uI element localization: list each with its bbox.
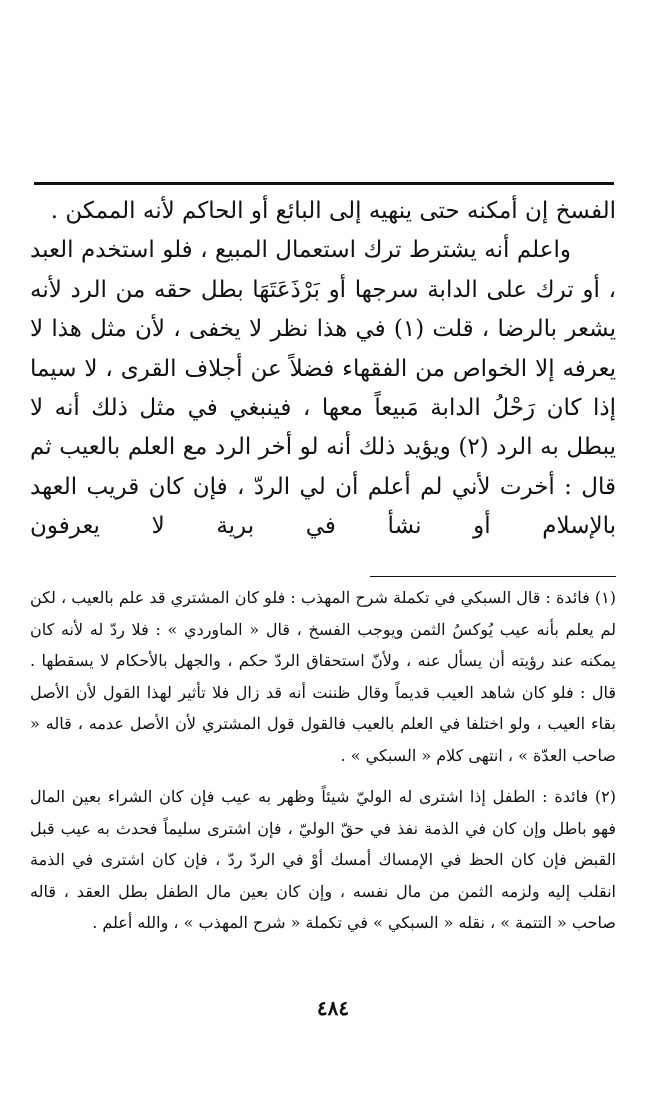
page-number: ٤٨٤ [316,996,350,1020]
header-rule [34,182,614,185]
main-text [30,192,616,547]
footnote-1: (١) فائدة : قال السبكي في تكملة شرح المهذب : فلو كان المشتري قد علم بالعيب ، لكن لم يعلم بأنه عيب يُوكسُ الثمن ويوجب الفسخ ، قال « الماوردي » : فلا ردّ له لأنه كان يمكنه عند رؤيته أن يسأل عنه ، ولأنّ استحقاق الردّ حكم ، والجهل بالأحكام لا يسقطها . قال : فلو كان شاهد العيب قديماً وقال ظننت أنه قد زال فلا تأثير لهذا القول لأن الأصل بقاء العيب ، ولو اختلفا في العلم بالعيب فالقول قول المشتري لأن الأصل عدمه ، قاله « صاحب العدّة » ، انتهى كلام « السبكي » . [30,588,616,765]
footnotes [30,582,616,939]
footnote-separator [370,576,616,577]
body-paragraph: واعلم أنه يشترط ترك استعمال المبيع ، فلو استخدم العبد ، أو ترك على الدابة سرجها أو بَرْذَعَتَهَا بطل حقه من الرد لأنه يشعر بالرضا ، قلت (١) في هذا نظر لا يخفى ، لأن مثل هذا لا يعرفه إلا الخواص من الفقهاء فضلاً عن أجلاف القرى ، لا سيما إذا كان رَحْلُ الدابة مَبيعاً معها ، فينبغي في مثل ذلك أنه لا يبطل به الرد (٢) ويؤيد ذلك أنه لو أخر الرد مع العلم بالعيب ثم قال : أخرت لأني لم أعلم أن لي الردّ ، فإن كان قريب العهد بالإسلام أو نشأ في برية لا يعرفون [30,237,617,540]
continuation-line: الفسخ إن أمكنه حتى ينهيه إلى البائع أو الحاكم لأنه الممكن . [50,198,616,224]
footnote-2: (٢) فائدة : الطفل إذا اشترى له الوليّ شيئاً وظهر به عيب فإن كان الشراء بعين المال فهو باطل وإن كان في الذمة نفذ في حقّ الوليّ ، فإن اشترى سليماً فحدث به عيب قبل القبض فإن كان الحظ في الإمساك أمسك أوْ في الردّ ردّ ، فإن كان اشترى في الذمة انقلب إليه ولزمه الثمن من مال نفسه ، وإن كان بعين مال الطفل بطل العقد ، قاله صاحب « التتمة » ، نقله « السبكي » في تكملة « شرح المهذب » ، والله أعلم . [30,787,616,932]
